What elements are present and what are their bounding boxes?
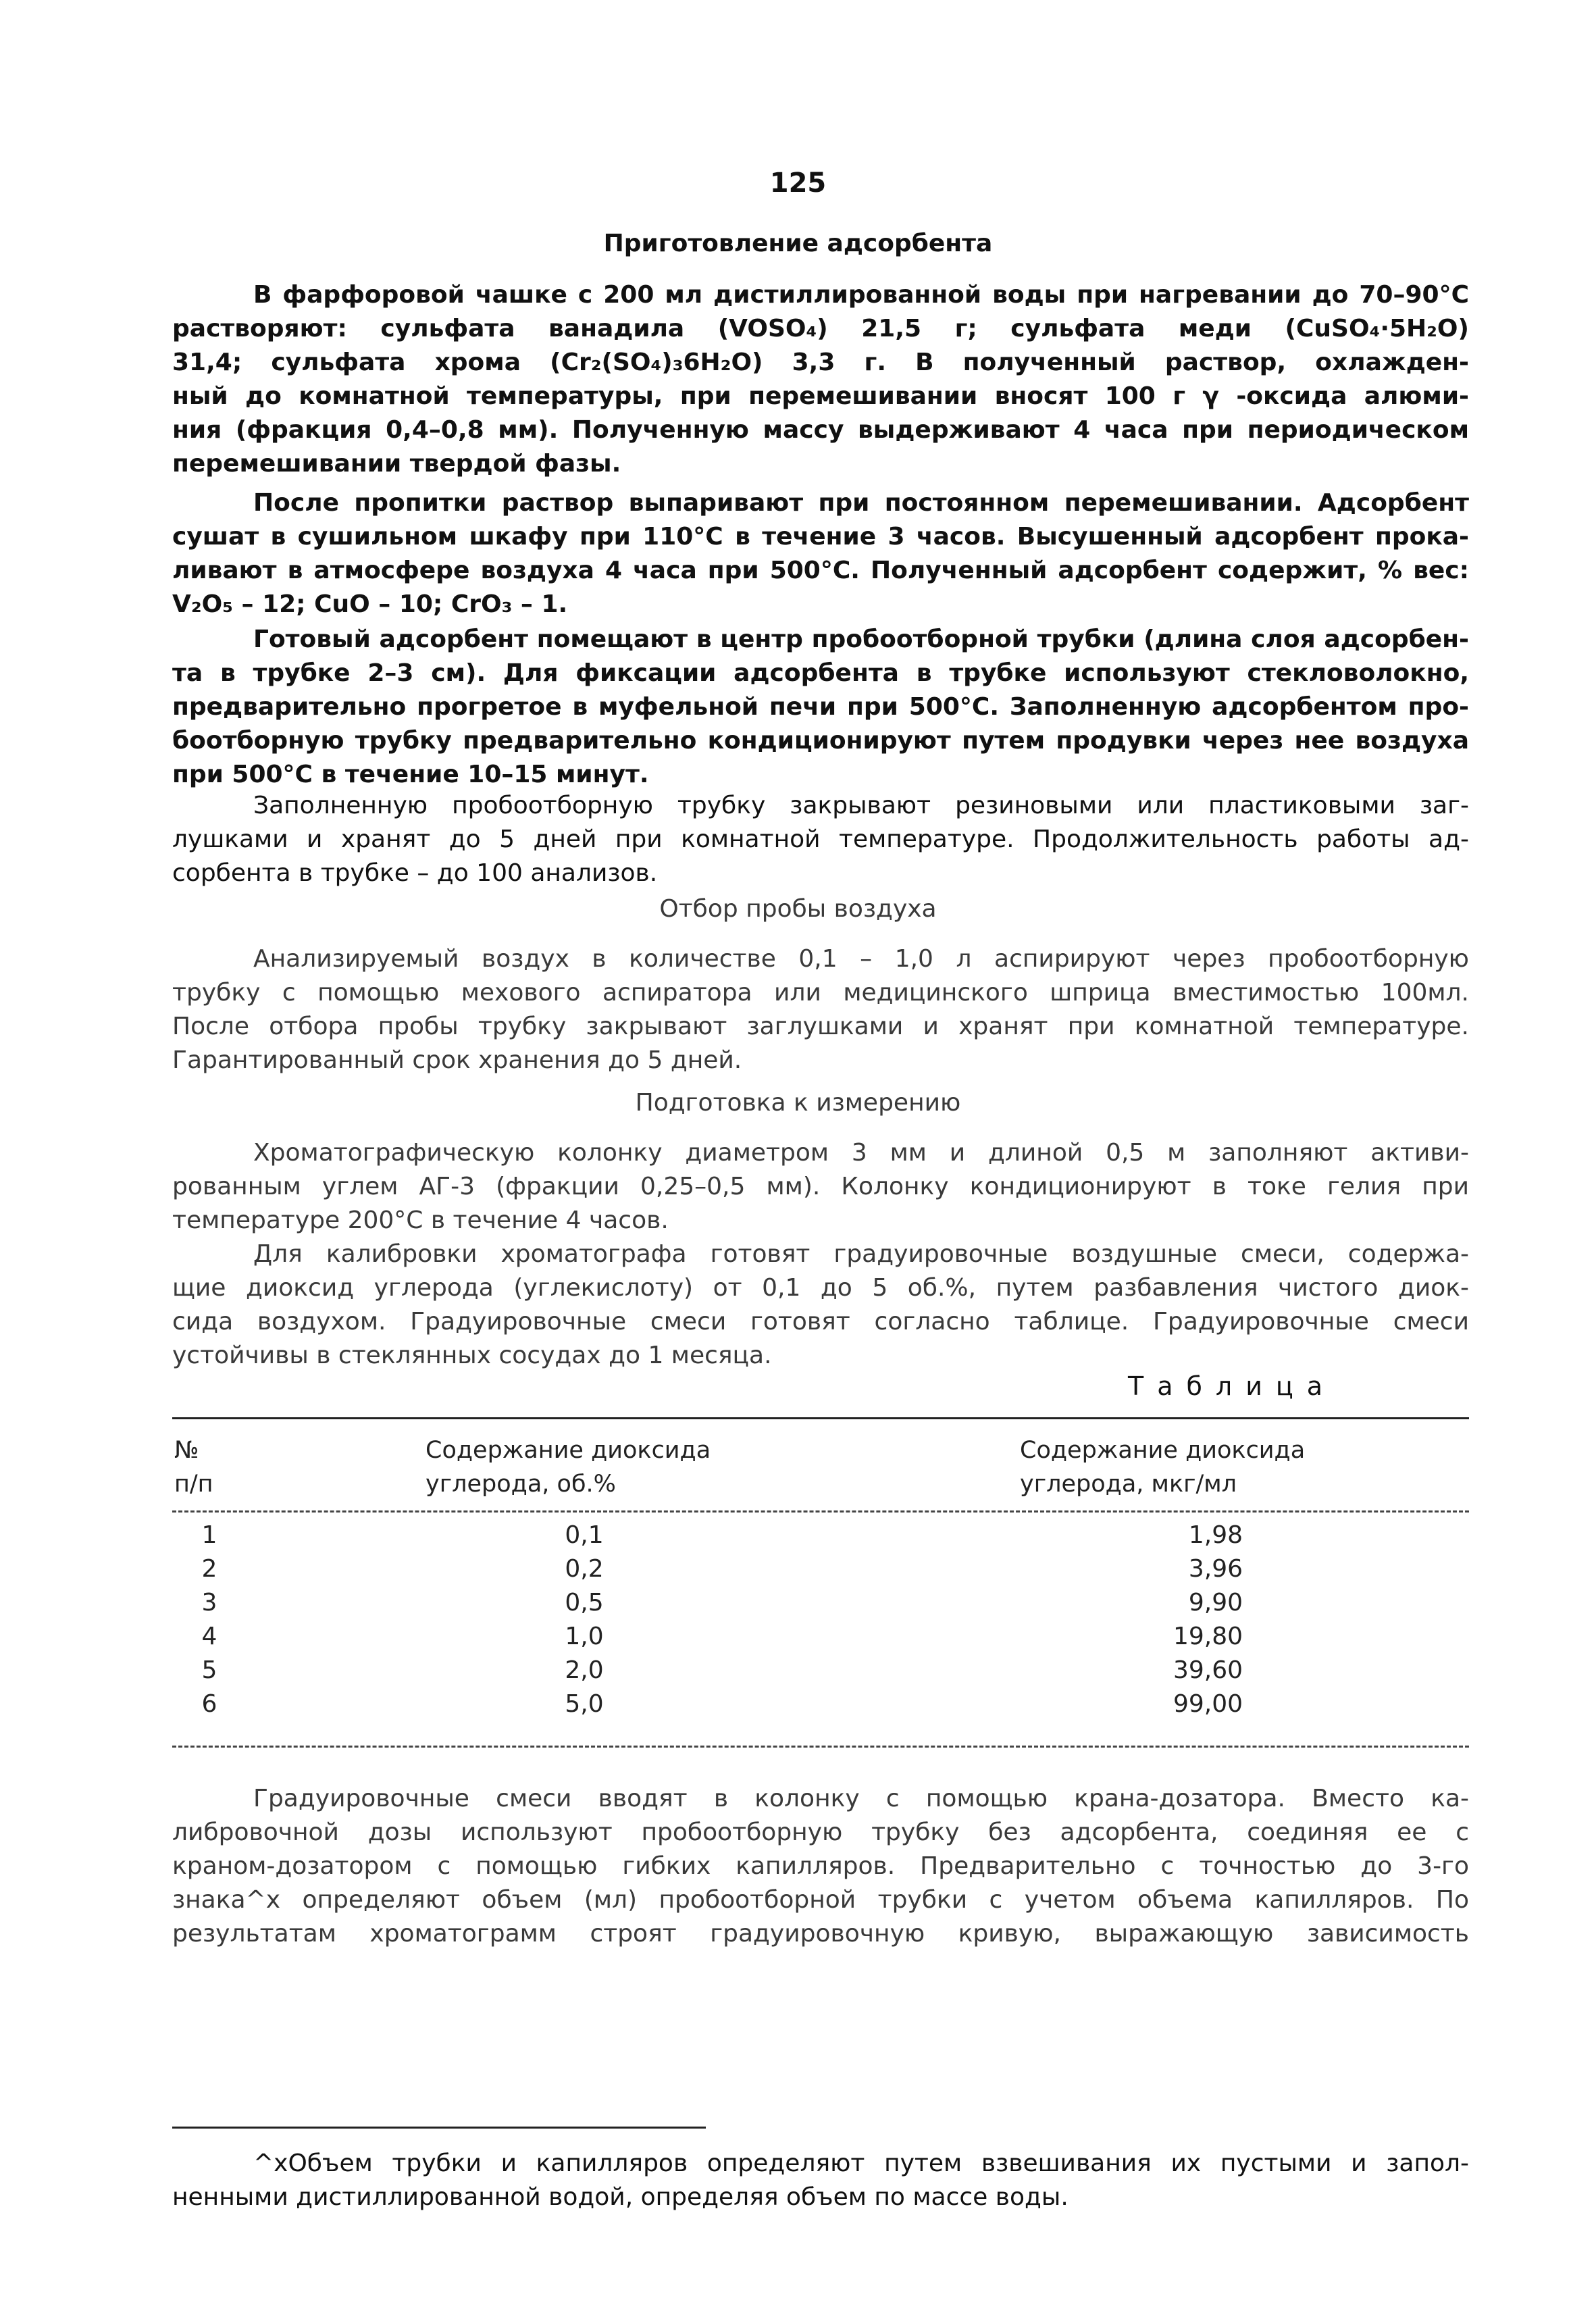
- heading-adsorbent-preparation: Приготовление адсорбента: [603, 230, 993, 257]
- paragraph-adsorbent-2: [172, 486, 1469, 621]
- text-line: боотборную трубку предварительно кондиционируют путем продувки через нее воздуха: [172, 727, 1469, 755]
- text-line: В фарфоровой чашке с 200 мл дистиллированной воды при нагревании до 70–90°С: [253, 281, 1469, 309]
- text-line: После отбора пробы трубку закрывают заглушками и хранят при комнатной температуре.: [172, 1013, 1469, 1040]
- text-line: трубку с помощью мехового аспиратора или медицинского шприца вместимостью 100мл.: [172, 979, 1469, 1007]
- footnote-rule: [172, 2127, 706, 2129]
- table-top-rule: [172, 1417, 1469, 1419]
- paragraph-adsorbent-3: [172, 623, 1469, 792]
- text-line: После пропитки раствор выпаривают при постоянном перемешивании. Адсорбент: [253, 489, 1469, 517]
- text-line: та в трубке 2–3 см). Для фиксации адсорбента в трубке используют стекловолокно,: [172, 659, 1469, 687]
- table-cell-volume: 0,5: [565, 1589, 604, 1617]
- text-line: сушат в сушильном шкафу при 110°С в течение 3 часов. Высушенный адсорбент прока-: [172, 523, 1469, 551]
- text-line: лушками и хранят до 5 дней при комнатной температуре. Продолжительность работы ад-: [172, 825, 1469, 853]
- table-cell-num: 6: [201, 1690, 217, 1718]
- paragraph-air-sampling: [172, 942, 1469, 1077]
- text-line: Хроматографическую колонку диаметром 3 мм и длиной 0,5 м заполняют активи-: [253, 1139, 1469, 1167]
- paragraph-column-prep: [172, 1136, 1469, 1238]
- text-line: Заполненную пробоотборную трубку закрывают резиновыми или пластиковыми заг-: [253, 792, 1469, 819]
- table-cell-num: 5: [201, 1656, 217, 1684]
- table-cell-volume: 0,2: [565, 1555, 604, 1583]
- text-line: знака^x определяют объем (мл) пробоотборной трубки с учетом объема капилляров. По: [172, 1886, 1469, 1914]
- text-line: Для калибровки хроматографа готовят градуировочные воздушные смеси, содержа-: [253, 1240, 1469, 1268]
- text-line: V₂O₅ – 12; CuO – 10; CrO₃ – 1.: [172, 590, 568, 618]
- text-line: Анализируемый воздух в количестве 0,1 – 1,0 л аспирируют через пробоотборную: [253, 945, 1469, 973]
- text-line: ненными дистиллированной водой, определяя объем по массе воды.: [172, 2183, 1069, 2211]
- paragraph-calibration-procedure: [172, 1782, 1469, 1951]
- text-line: Готовый адсорбент помещают в центр пробоотборной трубки (длина слоя адсорбен-: [253, 626, 1469, 653]
- header-text: Содержание диоксида: [1020, 1437, 1306, 1464]
- table-cell-num: 1: [201, 1521, 217, 1549]
- table-title: Таблица: [1128, 1371, 1337, 1401]
- table-cell-num: 2: [201, 1555, 217, 1583]
- text-line: либровочной дозы используют пробоотборную трубку без адсорбента, соединяя ее с: [172, 1819, 1469, 1846]
- text-line: при 500°С в течение 10–15 минут.: [172, 761, 649, 788]
- header-text: п/п: [174, 1471, 213, 1498]
- table-header-mass: [1020, 1433, 1305, 1501]
- text-line: краном-дозатором с помощью гибких капилляров. Предварительно с точностью до 3-го: [172, 1852, 1469, 1880]
- text-line: ный до комнатной температуры, при перемешивании вносят 100 г γ -оксида алюми-: [172, 382, 1469, 410]
- text-line: 31,4; сульфата хрома (Cr₂(SO₄)₃6H₂O) 3,3 г. В полученный раствор, охлажден-: [172, 349, 1469, 376]
- paragraph-adsorbent-1: [172, 278, 1469, 481]
- paragraph-adsorbent-4: [172, 789, 1469, 890]
- table-cell-mass: 3,96: [1188, 1555, 1243, 1583]
- table-cell-mass: 99,00: [1173, 1690, 1243, 1718]
- table-cell-num: 3: [201, 1589, 217, 1617]
- text-line: результатам хроматограмм строят градуировочную кривую, выражающую зависимость: [172, 1920, 1469, 1948]
- text-line: перемешивании твердой фазы.: [172, 450, 621, 478]
- text-line: Гарантированный срок хранения до 5 дней.: [172, 1046, 742, 1074]
- footnote: [172, 2147, 1469, 2214]
- table-header-rule: [172, 1510, 1469, 1513]
- text-line: сорбента в трубке – до 100 анализов.: [172, 859, 658, 887]
- heading-measurement-prep: Подготовка к измерению: [635, 1089, 961, 1117]
- text-line: ливают в атмосфере воздуха 4 часа при 500°С. Полученный адсорбент содержит, % вес:: [172, 557, 1469, 584]
- table-bottom-rule: [172, 1746, 1469, 1748]
- text-line: сида воздухом. Градуировочные смеси готовят согласно таблице. Градуировочные смеси: [172, 1308, 1469, 1336]
- text-line: рованным углем АГ-3 (фракции 0,25–0,5 мм). Колонку кондиционируют в токе гелия при: [172, 1173, 1469, 1200]
- text-line: ния (фракция 0,4–0,8 мм). Полученную массу выдерживают 4 часа при периодическом: [172, 416, 1469, 444]
- table-cell-volume: 5,0: [565, 1690, 604, 1718]
- table-header-number: [174, 1433, 213, 1501]
- text-line: растворяют: сульфата ванадила (VOSO₄) 21,5 г; сульфата меди (CuSO₄·5H₂O): [172, 315, 1469, 342]
- text-line: устойчивы в стеклянных сосудах до 1 месяца.: [172, 1342, 772, 1369]
- header-text: Содержание диоксида: [426, 1437, 711, 1464]
- table-header-volume: [426, 1433, 711, 1501]
- table-cell-mass: 9,90: [1188, 1589, 1243, 1617]
- table-cell-volume: 2,0: [565, 1656, 604, 1684]
- page-number: 125: [769, 168, 827, 199]
- heading-air-sampling: Отбор пробы воздуха: [659, 895, 937, 923]
- table-cell-volume: 1,0: [565, 1623, 604, 1650]
- table-cell-mass: 19,80: [1173, 1623, 1243, 1650]
- table-cell-mass: 1,98: [1188, 1521, 1243, 1549]
- text-line: температуре 200°С в течение 4 часов.: [172, 1206, 669, 1234]
- table-cell-volume: 0,1: [565, 1521, 604, 1549]
- text-line: предварительно прогретое в муфельной печи при 500°С. Заполненную адсорбентом про-: [172, 693, 1469, 721]
- table-cell-num: 4: [201, 1623, 217, 1650]
- table-cell-mass: 39,60: [1173, 1656, 1243, 1684]
- header-text: углерода, об.%: [426, 1471, 616, 1498]
- text-line: ^xОбъем трубки и капилляров определяют путем взвешивания их пустыми и запол-: [253, 2150, 1469, 2177]
- text-line: щие диоксид углерода (углекислоту) от 0,1 до 5 об.%, путем разбавления чистого диок-: [172, 1274, 1469, 1302]
- header-text: №: [174, 1437, 199, 1464]
- paragraph-calibration: [172, 1238, 1469, 1373]
- header-text: углерода, мкг/мл: [1020, 1471, 1237, 1498]
- text-line: Градуировочные смеси вводят в колонку с помощью крана-дозатора. Вместо ка-: [253, 1785, 1469, 1812]
